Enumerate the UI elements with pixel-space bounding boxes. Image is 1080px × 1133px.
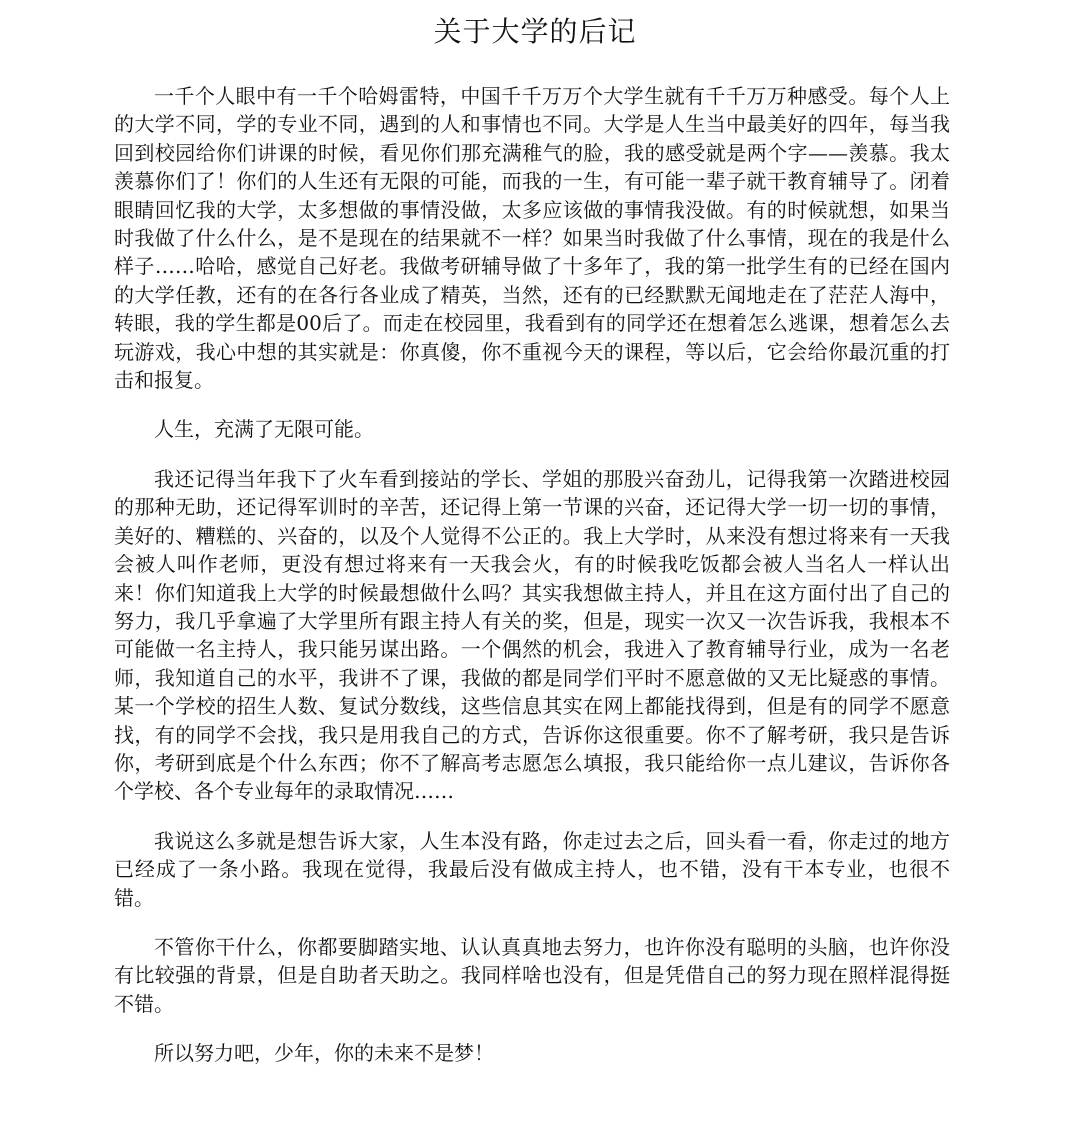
paragraph: 人生，充满了无限可能。: [154, 417, 374, 442]
document-body: [114, 82, 950, 1068]
document-title: 关于大学的后记: [433, 15, 637, 48]
paragraph: 我还记得当年我下了火车看到接站的学长、学姐的那股兴奋劲儿，记得我第一次踏进校园的那种无助，还记得军训时的辛苦，还记得上第一节课的兴奋，还记得大学一切一切的事情，美好的、糟糕的、兴奋的，以及个人觉得不公正的。我上大学时，从来没有想过将来有一天我会被人叫作老师，更没有想过将来有一天我会火，有的时候我吃饭都会被人当名人一样认出来！你们知道我上大学的时候最想做什么吗？其实我想做主持人，并且在这方面付出了自己的努力，我几乎拿遍了大学里所有跟主持人有关的奖，但是，现实一次又一次告诉我，我根本不可能做一名主持人，我只能另谋出路。一个偶然的机会，我进入了教育辅导行业，成为一名老师，我知道自己的水平，我讲不了课，我做的都是同学们平时不愿意做的又无比疑惑的事情。某一个学校的招生人数、复试分数线，这些信息其实在网上都能找得到，但是有的同学不愿意找，有的同学不会找，我只是用我自己的方式，告诉你这很重要。你不了解考研，我只是告诉你，考研到底是个什么东西；你不了解高考志愿怎么填报，我只能给你一点儿建议，告诉你各个学校、各个专业每年的录取情况……: [114, 466, 950, 804]
paragraph: 不管你干什么，你都要脚踏实地、认认真真地去努力，也许你没有聪明的头脑，也许你没有比较强的背景，但是自助者天助之。我同样啥也没有，但是凭借自己的努力现在照样混得挺不错。: [114, 934, 950, 1016]
paragraph: 所以努力吧，少年，你的未来不是梦！: [154, 1041, 494, 1066]
paragraph: 我说这么多就是想告诉大家，人生本没有路，你走过去之后，回头看一看，你走过的地方已经成了一条小路。我现在觉得，我最后没有做成主持人，也不错，没有干本专业，也很不错。: [114, 828, 950, 910]
document-page: [114, 10, 950, 1089]
paragraph: 一千个人眼中有一千个哈姆雷特，中国千千万万个大学生就有千千万万种感受。每个人上的大学不同，学的专业不同，遇到的人和事情也不同。大学是人生当中最美好的四年，每当我回到校园给你们讲课的时候，看见你们那充满稚气的脸，我的感受就是两个字——羡慕。我太羡慕你们了！你们的人生还有无限的可能，而我的一生，有可能一辈子就干教育辅导了。闭着眼睛回忆我的大学，太多想做的事情没做，太多应该做的事情我没做。有的时候就想，如果当时我做了什么什么，是不是现在的结果就不一样？如果当时我做了什么事情，现在的我是什么样子……哈哈，感觉自己好老。我做考研辅导做了十多年了，我的第一批学生有的已经在国内的大学任教，还有的在各行各业成了精英，当然，还有的已经默默无闻地走在了茫茫人海中，转眼，我的学生都是00后了。而走在校园里，我看到有的同学还在想着怎么逃课，想着怎么去玩游戏，我心中想的其实就是：你真傻，你不重视今天的课程，等以后，它会给你最沉重的打击和报复。: [114, 84, 950, 393]
